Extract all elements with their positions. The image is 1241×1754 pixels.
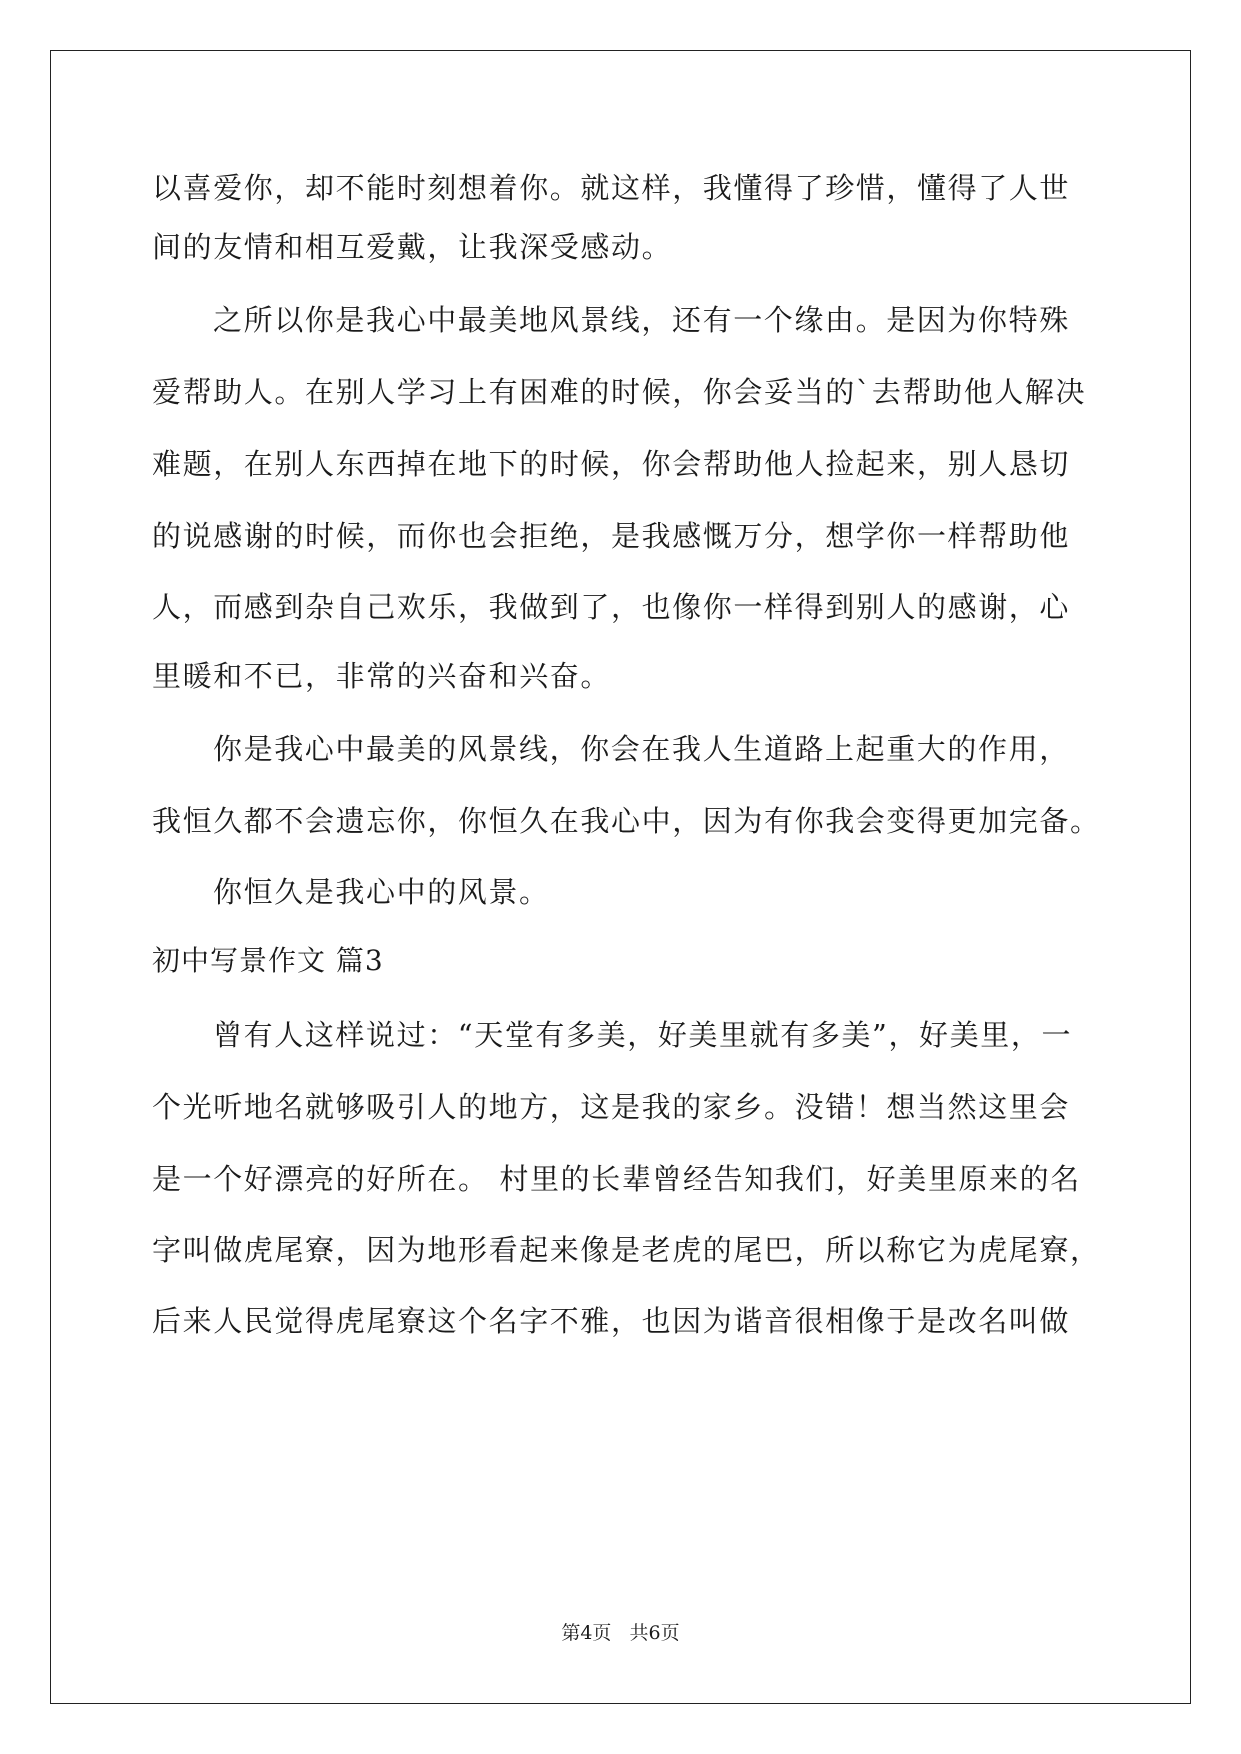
text-line: 人，而感到杂自己欢乐，我做到了，也像你一样得到别人的感谢，心 [152,590,1071,624]
text-line: 爱帮助人。在别人学习上有困难的时候，你会妥当的`去帮助他人解决 [152,375,1087,409]
text-line: 我恒久都不会遗忘你，你恒久在我心中，因为有你我会变得更加完备。 [152,804,1101,838]
section-heading: 初中写景作文 篇3 [152,944,384,977]
page-number: 第4页 共6页 [561,1622,680,1644]
paragraph-start: 曾有人这样说过：“天堂有多美，好美里就有多美”，好美里，一 [213,1018,1073,1052]
text-line: 间的友情和相互爱戴，让我深受感动。 [152,230,673,264]
paragraph-start: 你恒久是我心中的风景。 [213,875,550,909]
text-line: 后来人民觉得虎尾寮这个名字不雅，也因为谐音很相像于是改名叫做 [152,1304,1071,1338]
text-line: 里暖和不已，非常的兴奋和兴奋。 [152,659,612,693]
text-line: 难题，在别人东西掉在地下的时候，你会帮助他人捡起来，别人恳切 [152,447,1071,481]
text-line: 是一个好漂亮的好所在。 村里的长辈曾经告知我们，好美里原来的名 [152,1162,1081,1196]
text-line: 个光听地名就够吸引人的地方，这是我的家乡。没错！想当然这里会 [152,1090,1071,1124]
text-line: 字叫做虎尾寮，因为地形看起来像是老虎的尾巴，所以称它为虎尾寮， [152,1233,1101,1267]
text-line: 的说感谢的时候，而你也会拒绝，是我感慨万分，想学你一样帮助他 [152,519,1071,553]
paragraph-start: 之所以你是我心中最美地风景线，还有一个缘由。是因为你特殊 [213,303,1070,337]
paragraph-start: 你是我心中最美的风景线，你会在我人生道路上起重大的作用， [213,732,1070,766]
text-line: 以喜爱你，却不能时刻想着你。就这样，我懂得了珍惜，懂得了人世 [152,171,1071,205]
